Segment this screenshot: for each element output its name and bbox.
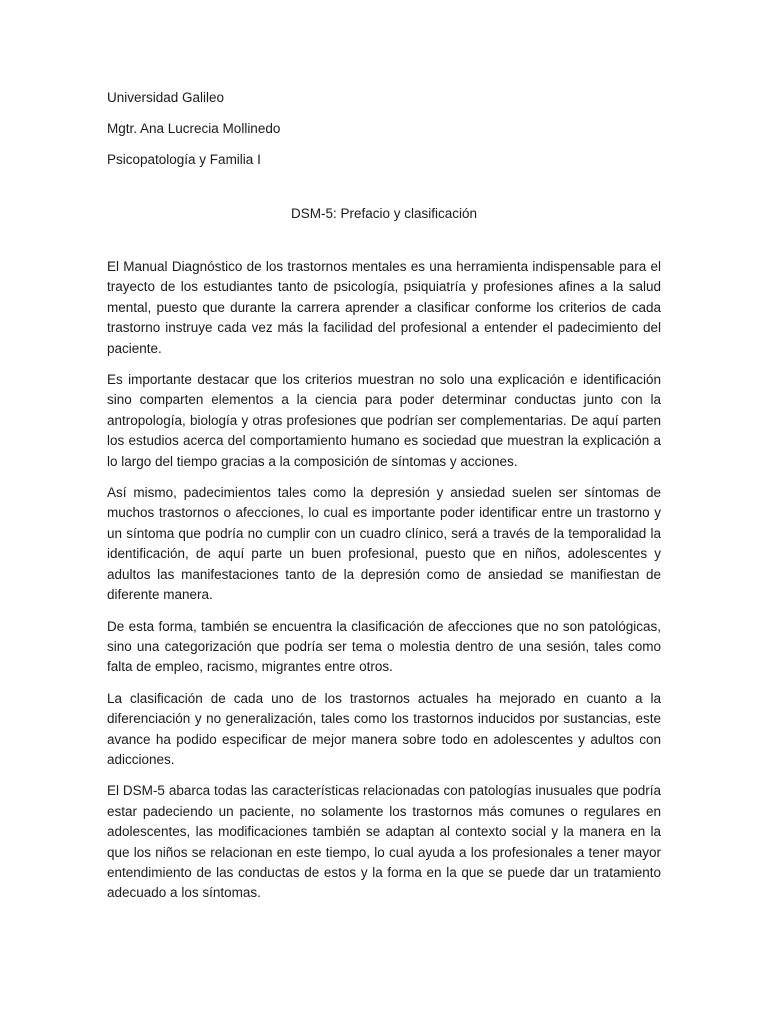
- paragraph: Es importante destacar que los criterios muestran no solo una explicación e identificación sino comparten elementos a la ciencia para poder determinar conductas junto con la antropología, biología y otras profesiones que podrían ser complementarias. De aquí parten los estudios acerca del comportamiento humano es sociedad que muestran la explicación a lo largo del tiempo gracias a la composición de síntomas y acciones.: [107, 372, 661, 469]
- paragraph: De esta forma, también se encuentra la clasificación de afecciones que no son patológicas, sino una categorización que podría ser tema o molestia dentro de una sesión, tales como falta de empleo, racismo, migrantes entre otros.: [107, 618, 661, 675]
- paragraph: Así mismo, padecimientos tales como la depresión y ansiedad suelen ser síntomas de muchos trastornos o afecciones, lo cual es importante poder identificar entre un trastorno y un síntoma que podría no cumplir con un cuadro clínico, será a través de la temporalidad la identificación, de aquí parte un buen profesional, puesto que en niños, adolescentes y adultos las manifestaciones tanto de la depresión como de ansiedad se manifiestan de diferente manera.: [107, 485, 661, 603]
- document-page: [107, 88, 661, 915]
- institution-name: Universidad Galileo: [107, 90, 225, 105]
- paragraph: El DSM-5 abarca todas las características relacionadas con patologías inusuales que podría estar padeciendo un paciente, no solamente los trastornos más comunes o regulares en adolescentes, las modificaciones también se adaptan al contexto social y la manera en la que los niños se relacionan en este tiempo, lo cual ayuda a los profesionales a tener mayor entendimiento de las conductas de estos y la forma en la que se puede dar un tratamiento adecuado a los síntomas.: [107, 783, 661, 901]
- instructor-name: Mgtr. Ana Lucrecia Mollinedo: [107, 121, 281, 136]
- paragraph: El Manual Diagnóstico de los trastornos mentales es una herramienta indispensable para el trayecto de los estudiantes tanto de psicología, psiquiatría y profesiones afines a la salud mental, puesto que durante la carrera aprender a clasificar conforme los criterios de cada trastorno instruye cada vez más la facilidad del profesional a entender el padecimiento del paciente.: [107, 259, 661, 356]
- paragraph: La clasificación de cada uno de los trastornos actuales ha mejorado en cuanto a la diferenciación y no generalización, tales como los trastornos inducidos por sustancias, este avance ha podido especificar de mejor manera sobre todo en adolescentes y adultos con adicciones.: [107, 690, 661, 767]
- document-title: DSM-5: Prefacio y clasificación: [290, 206, 478, 221]
- course-name: Psicopatología y Familia I: [107, 152, 261, 167]
